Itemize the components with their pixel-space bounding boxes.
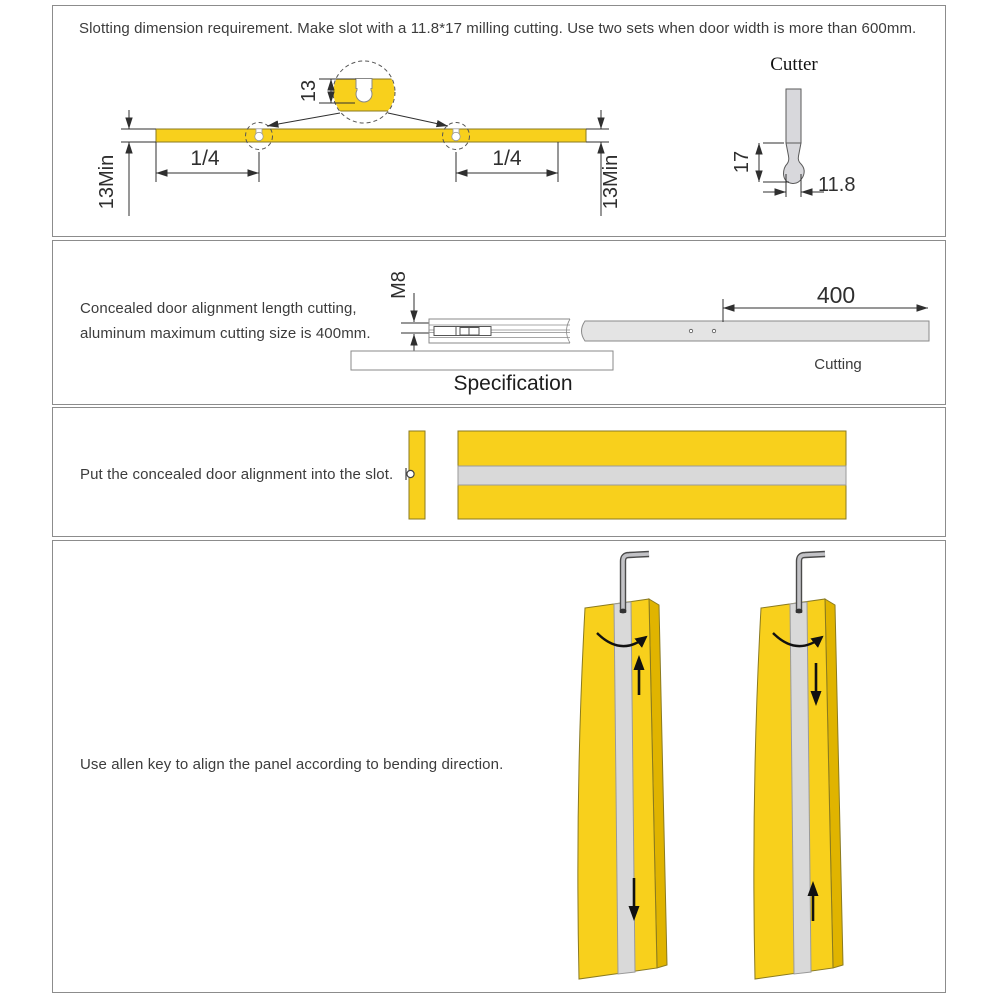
section-cutting xyxy=(52,240,946,405)
bending-diagram xyxy=(53,541,947,992)
slotting-diagram xyxy=(53,6,947,237)
dim-400 xyxy=(723,282,928,322)
insert-diagram xyxy=(53,408,947,537)
specification-bar xyxy=(351,351,613,370)
cutting-label: Cutting xyxy=(814,356,862,373)
door-panel-front-view xyxy=(458,431,846,519)
bending-text: Use allen key to align the panel according to bending direction. xyxy=(80,756,504,773)
alignment-side-view xyxy=(406,431,425,519)
dim-quarter-right xyxy=(456,142,558,182)
dim-m8 xyxy=(388,271,429,361)
slotted-bar xyxy=(156,123,586,150)
section-slotting xyxy=(52,5,946,237)
insert-text: Put the concealed door alignment into the slot. xyxy=(80,466,394,483)
dim-quarter-right: 1/4 xyxy=(492,147,522,170)
cutter-label: Cutter xyxy=(770,54,818,75)
slotting-title: Slotting dimension requirement. Make slot with a 11.8*17 milling cutting. Use two sets when door width is more than 600mm. xyxy=(79,20,917,37)
detail-view xyxy=(267,61,448,126)
panel-left xyxy=(578,554,667,979)
dim-quarter-left xyxy=(156,142,259,182)
panel-right xyxy=(754,554,843,979)
dim-13min-left xyxy=(96,110,156,216)
cutting-diagram xyxy=(53,241,947,405)
section-bending xyxy=(52,540,946,993)
dim-17: 17 xyxy=(731,150,753,174)
profile-left xyxy=(429,319,570,343)
dim-13min-right: 13Min xyxy=(600,154,622,210)
specification-label: Specification xyxy=(453,372,573,395)
cutting-text-line1: Concealed door alignment length cutting, xyxy=(80,300,357,317)
section-insert xyxy=(52,407,946,537)
dim-13: 13 xyxy=(298,79,320,103)
cutting-text-line2: aluminum maximum cutting size is 400mm. xyxy=(80,325,371,342)
dim-400-label: 400 xyxy=(816,282,856,308)
dim-13min-right xyxy=(586,110,622,216)
cutter-drawing xyxy=(731,54,855,197)
dim-quarter-left: 1/4 xyxy=(190,147,220,170)
profile-right xyxy=(582,321,930,341)
dim-13min-left: 13Min xyxy=(96,154,118,210)
dim-m8-label: M8 xyxy=(388,271,410,299)
dim-11-8: 11.8 xyxy=(818,174,856,196)
